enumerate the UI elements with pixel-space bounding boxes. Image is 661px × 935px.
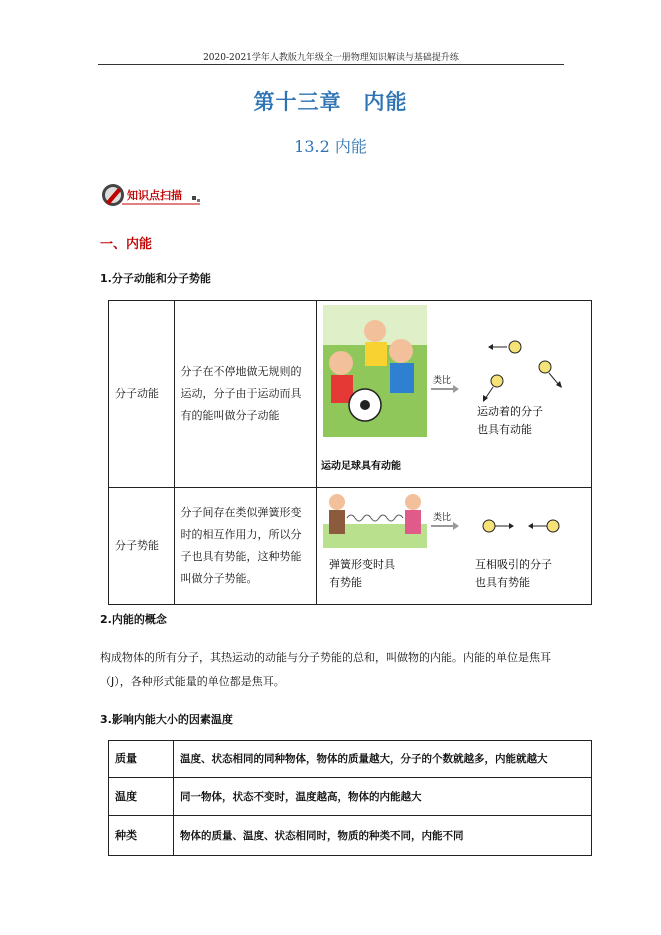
factor-cell: 质量 [109,741,174,778]
subheading-molecular-energy: 1.分子动能和分子势能 [100,272,211,285]
term-cell: 分子势能 [109,488,175,605]
factor-cell: 种类 [109,816,174,856]
subheading-internal-energy-concept: 2.内能的概念 [100,613,167,626]
spring-illustration [317,488,589,604]
illustration-cell [316,488,591,605]
football-caption: 运动足球具有动能 [320,461,401,472]
badge-label: 知识点扫描 [127,189,182,202]
factor-cell: 温度 [109,778,174,816]
table-row [109,488,592,605]
kinetic-note: 运动着的分子 [476,405,543,418]
potential-note: 也具有势能 [474,576,530,589]
molecular-energy-table [108,300,592,605]
definition-cell: 分子间存在类似弹簧形变时的相互作用力，所以分子也具有势能，这种势能叫做分子势能。 [174,488,316,605]
page-header: 2020-2021学年人教版九年级全一册物理知识解读与基础提升练 [203,53,459,63]
factors-table [108,740,592,856]
potential-note: 互相吸引的分子 [474,558,552,571]
spring-icon [347,515,403,521]
compare-label: 类比 [432,513,451,523]
factor-description-cell: 物体的质量、温度、状态相同时，物质的种类不同，内能不同 [174,816,592,856]
subheading-factors: 3.影响内能大小的因素温度 [100,713,233,726]
table-row [109,778,592,816]
section-title: 13.2 内能 [294,137,367,156]
internal-energy-paragraph: 构成物体的所有分子，其热运动的动能与分子势能的总和，叫做物的内能。内能的单位是焦耳（J），各种形式能量的单位都是焦耳。 [100,651,551,688]
compare-label: 类比 [432,376,451,386]
spring-note: 有势能 [328,576,362,589]
factor-description-cell: 温度、状态相同的同种物体，物体的质量越大，分子的个数就越多，内能就越大 [174,741,592,778]
velocity-arrow-icon [549,373,559,385]
definition-cell: 分子在不停地做无规则的运动，分子由于运动而具有的能叫做分子动能 [174,301,316,488]
spring-note: 弹簧形变时具 [328,558,395,571]
knowledge-scan-badge [100,182,204,208]
table-row [109,816,592,856]
soccer-illustration [317,301,589,487]
kinetic-note: 也具有动能 [476,423,532,436]
chapter-title: 第十三章 内能 [253,89,408,114]
header-divider [98,64,564,65]
factor-description-cell: 同一物体，状态不变时，温度越高，物体的内能越大 [174,778,592,816]
table-row [109,301,592,488]
term-cell: 分子动能 [109,301,175,488]
heading-internal-energy: 一、内能 [100,237,153,252]
table-row [109,741,592,778]
illustration-cell [316,301,591,488]
